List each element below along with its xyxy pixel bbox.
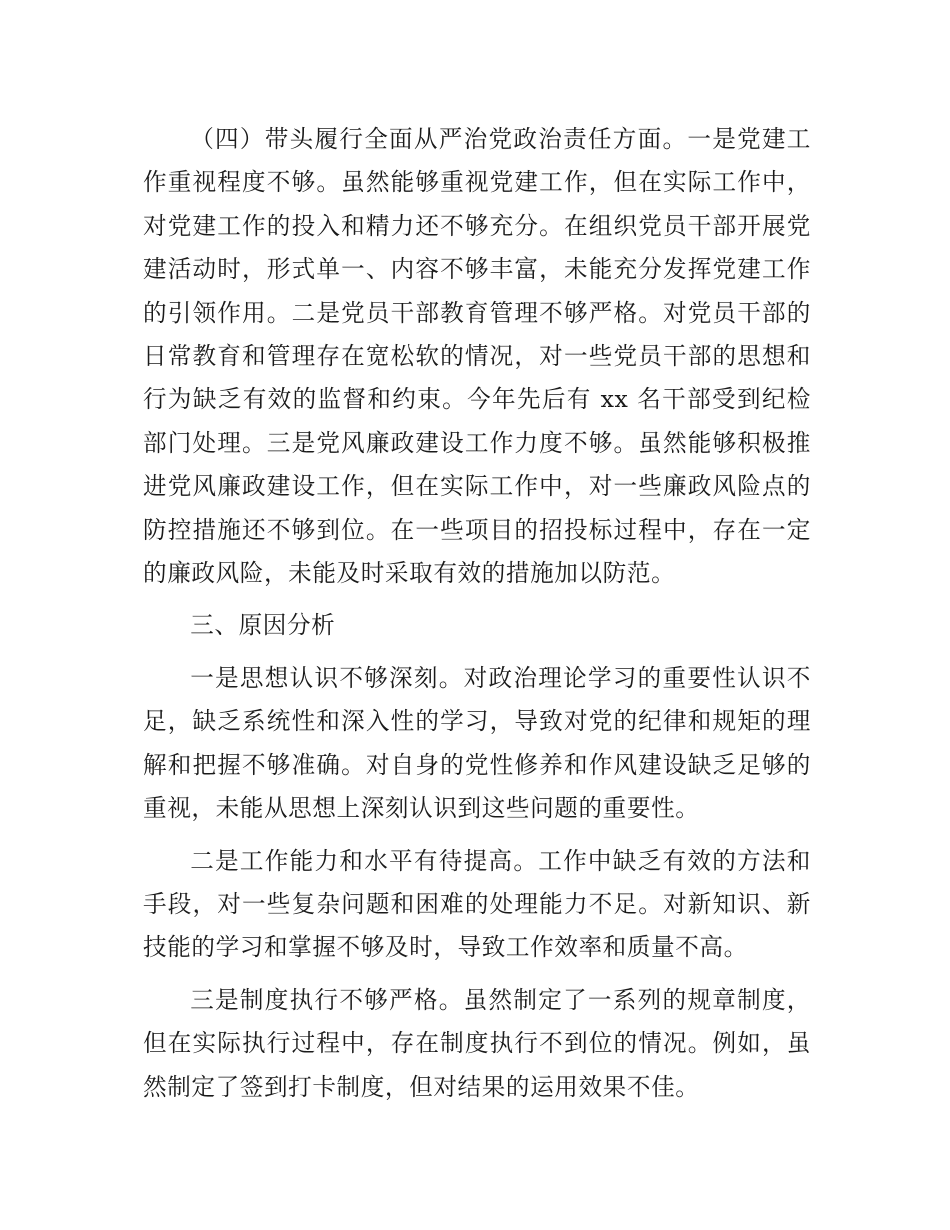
paragraph-cause-ability: 二是工作能力和水平有待提高。工作中缺乏有效的方法和手段，对一些复杂问题和困难的处理能力不足。对新知识、新技能的学习和掌握不够及时，导致工作效率和质量不高。 — [143, 846, 811, 962]
paragraph-cause-thinking: 一是思想认识不够深刻。对政治理论学习的重要性认识不足，缺乏系统性和深入性的学习，导致对党的纪律和规矩的理解和把握不够准确。对自身的党性修养和作风建设缺乏足够的重视，未能从思想上深刻认识到这些问题的重要性。 — [143, 663, 811, 823]
section-heading-cause-analysis: 三、原因分析 — [190, 611, 336, 640]
document-body — [143, 118, 811, 1109]
paragraph-cause-system: 三是制度执行不够严格。虽然制定了一系列的规章制度，但在实际执行过程中，存在制度执行不到位的情况。例如，虽然制定了签到打卡制度，但对结果的运用效果不佳。 — [143, 985, 811, 1101]
paragraph-party-responsibility: （四）带头履行全面从严治党政治责任方面。一是党建工作重视程度不够。虽然能够重视党建工作，但在实际工作中，对党建工作的投入和精力还不够充分。在组织党员干部开展党建活动时，形式单一、内容不够丰富，未能充分发挥党建工作的引领作用。二是党员干部教育管理不够严格。对党员干部的日常教育和管理存在宽松软的情况，对一些党员干部的思想和行为缺乏有效的监督和约束。今年先后有 xx 名干部受到纪检部门处理。三是党风廉政建设工作力度不够。虽然能够积极推进党风廉政建设工作，但在实际工作中，对一些廉政风险点的防控措施还不够到位。在一些项目的招投标过程中，存在一定的廉政风险，未能及时采取有效的措施加以防范。 — [143, 125, 811, 588]
